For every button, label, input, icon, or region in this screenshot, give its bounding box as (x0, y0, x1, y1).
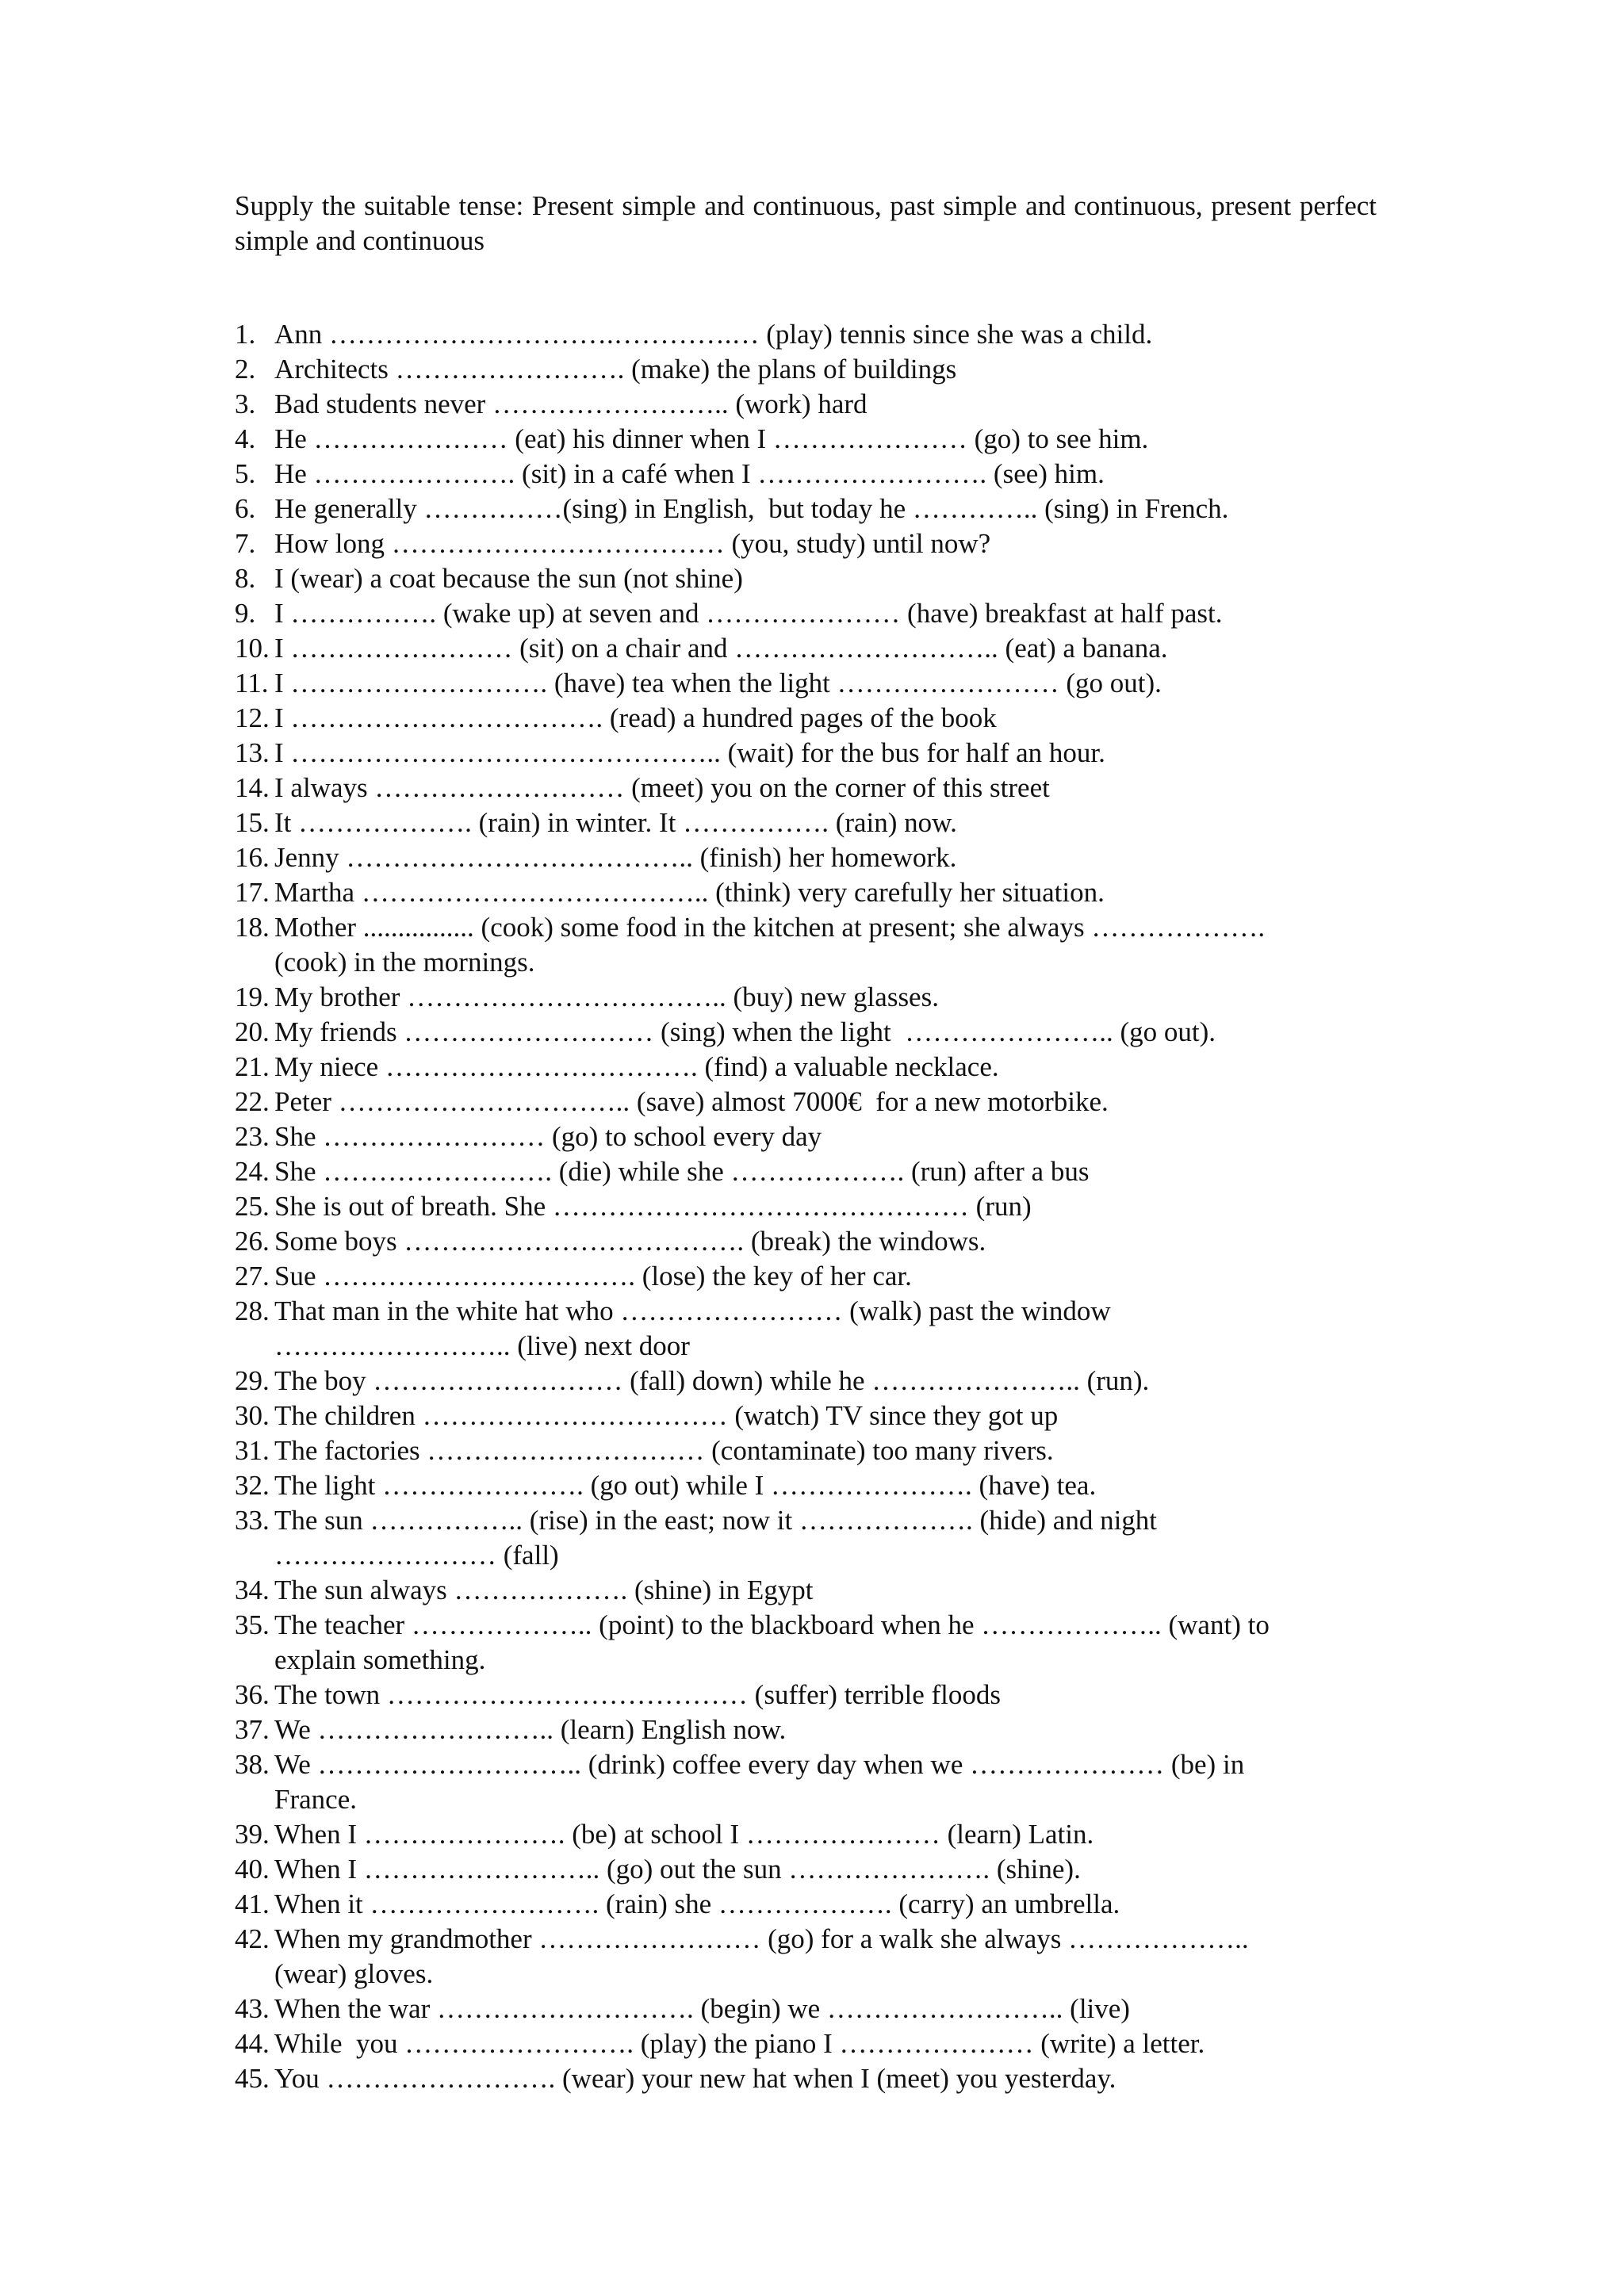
exercise-number: 37. (235, 1714, 270, 1745)
exercise-text: We ……………………….. (drink) coffee every day when we ………………… (be) in France. (274, 1749, 1245, 1815)
exercise-text: The sun always ………………. (shine) in Egypt (274, 1575, 814, 1605)
exercise-item (235, 317, 1392, 352)
exercise-item (235, 1573, 1392, 1608)
exercise-item (235, 526, 1392, 561)
exercise-item (235, 422, 1392, 457)
exercise-number: 14. (235, 772, 270, 803)
exercise-text: When my grandmother …………………… (go) for a walk she always ……………….. (wear) gloves. (274, 1923, 1249, 1989)
exercise-number: 16. (235, 842, 270, 873)
exercise-item (235, 1085, 1392, 1119)
exercise-item (235, 980, 1392, 1015)
exercise-number: 13. (235, 737, 270, 768)
exercise-item (235, 1050, 1392, 1085)
exercise-number: 18. (235, 912, 270, 943)
exercise-text: While you ……………………. (play) the piano I ………………… (write) a letter. (274, 2028, 1205, 2059)
instructions: Supply the suitable tense: Present simple and continuous, past simple and continuous, present perfect simple and continuous (235, 190, 1377, 256)
exercise-text: When the war ………………………. (begin) we …………………….. (live) (274, 1993, 1130, 2024)
exercise-text: The town ………………………………… (suffer) terrible floods (274, 1679, 1002, 1710)
exercise-item (235, 1119, 1392, 1154)
exercise-number: 12. (235, 702, 270, 733)
exercise-text: The light …………………. (go out) while I …………………. (have) tea. (274, 1470, 1097, 1501)
exercise-item (235, 561, 1392, 596)
exercise-text: The boy ……………………… (fall) down) while he ………………….. (run). (274, 1365, 1150, 1396)
exercise-number: 22. (235, 1086, 270, 1117)
exercise-number: 19. (235, 982, 270, 1012)
exercise-item (235, 736, 1392, 771)
exercise-number: 25. (235, 1191, 270, 1222)
exercise-number: 10. (235, 633, 270, 664)
exercise-text: She …………………… (go) to school every day (274, 1121, 822, 1152)
exercise-item (235, 1992, 1392, 2026)
exercise-text: Sue ……………………………. (lose) the key of her car. (274, 1261, 912, 1292)
exercise-text: I (wear) a coat because the sun (not shine) (274, 563, 743, 594)
exercise-item (235, 910, 1392, 980)
exercise-item (235, 1817, 1392, 1852)
exercise-item (235, 666, 1392, 701)
exercise-number: 5. (235, 458, 256, 489)
exercise-text: It ………………. (rain) in winter. It ……………. (rain) now. (274, 807, 957, 838)
exercise-number: 44. (235, 2028, 270, 2059)
exercise-number: 26. (235, 1226, 270, 1257)
exercise-item (235, 1468, 1392, 1503)
exercise-text: He …………………. (sit) in a café when I ……………………. (see) him. (274, 458, 1105, 489)
exercise-text: She ……………………. (die) while she ………………. (run) after a bus (274, 1156, 1090, 1187)
exercise-item (235, 1922, 1392, 1992)
exercise-number: 31. (235, 1435, 270, 1466)
exercise-text: I ……………………………. (read) a hundred pages of the book (274, 702, 997, 733)
exercise-number: 38. (235, 1749, 270, 1780)
exercise-text: You ……………………. (wear) your new hat when I (meet) you yesterday. (274, 2063, 1116, 2094)
exercise-number: 29. (235, 1365, 270, 1396)
exercise-number: 15. (235, 807, 270, 838)
exercise-text: When I …………………. (be) at school I ………………… (learn) Latin. (274, 1819, 1094, 1850)
exercise-number: 9. (235, 598, 256, 629)
exercise-text: He generally ……………(sing) in English, but today he ………….. (sing) in French. (274, 493, 1229, 524)
exercise-item (235, 1294, 1392, 1364)
exercise-item (235, 1887, 1392, 1922)
exercise-item (235, 1015, 1392, 1050)
exercise-text: We …………………….. (learn) English now. (274, 1714, 787, 1745)
exercise-text: I …………………… (sit) on a chair and ……………………….. (eat) a banana. (274, 633, 1168, 664)
exercise-text: The children …………………………… (watch) TV since they got up (274, 1400, 1059, 1431)
exercise-number: 45. (235, 2063, 270, 2094)
exercise-item (235, 875, 1392, 910)
exercise-item (235, 701, 1392, 736)
exercise-item (235, 771, 1392, 806)
exercise-text: Some boys ………………………………. (break) the windows. (274, 1226, 986, 1257)
exercise-text: My brother …………………………….. (buy) new glasses. (274, 982, 939, 1012)
exercise-number: 39. (235, 1819, 270, 1850)
exercise-text: I ……………………………………….. (wait) for the bus for half an hour. (274, 737, 1105, 768)
exercise-text: Peter ………………………….. (save) almost 7000€ for a new motorbike. (274, 1086, 1109, 1117)
exercise-item (235, 2061, 1392, 2096)
exercise-item (235, 1364, 1392, 1399)
exercise-number: 40. (235, 1854, 270, 1885)
exercise-item (235, 387, 1392, 422)
exercise-number: 3. (235, 388, 256, 419)
exercise-number: 28. (235, 1295, 270, 1326)
exercise-item (235, 1259, 1392, 1294)
exercise-number: 7. (235, 528, 256, 559)
exercise-number: 43. (235, 1993, 270, 2024)
exercise-text: Martha ……………………………….. (think) very carefully her situation. (274, 877, 1105, 908)
exercise-item (235, 806, 1392, 840)
exercise-item (235, 352, 1392, 387)
exercise-text: The factories ………………………… (contaminate) too many rivers. (274, 1435, 1054, 1466)
exercise-text: She is out of breath. She ……………………………………… (run) (274, 1191, 1032, 1222)
exercise-item (235, 1712, 1392, 1747)
exercise-text: That man in the white hat who …………………… (walk) past the window …………………….. (live) next door (274, 1295, 1111, 1361)
exercise-number: 8. (235, 563, 256, 594)
exercise-number: 17. (235, 877, 270, 908)
exercise-list (235, 317, 1392, 2096)
exercise-number: 21. (235, 1051, 270, 1082)
exercise-text: The sun …………….. (rise) in the east; now it ………………. (hide) and night …………………… (fall) (274, 1505, 1158, 1571)
exercise-text: My friends ……………………… (sing) when the light ………………….. (go out). (274, 1016, 1216, 1047)
exercise-number: 36. (235, 1679, 270, 1710)
exercise-item (235, 1503, 1392, 1573)
exercise-number: 20. (235, 1016, 270, 1047)
exercise-item (235, 1852, 1392, 1887)
exercise-item (235, 457, 1392, 492)
exercise-item (235, 1608, 1392, 1678)
exercise-text: I ……………. (wake up) at seven and ………………… (have) breakfast at half past. (274, 598, 1223, 629)
exercise-number: 1. (235, 319, 256, 350)
exercise-item (235, 840, 1392, 875)
exercise-number: 27. (235, 1261, 270, 1292)
exercise-item (235, 1189, 1392, 1224)
exercise-text: When it ……………………. (rain) she ………………. (carry) an umbrella. (274, 1888, 1120, 1919)
exercise-text: Ann ………………………….………….… (play) tennis since she was a child. (274, 319, 1153, 350)
exercise-text: Mother ................ (cook) some food in the kitchen at present; she always ………………. (cook) in the mornings. (274, 912, 1266, 978)
exercise-text: My niece ……………………………. (find) a valuable necklace. (274, 1051, 999, 1082)
exercise-text: Architects ……………………. (make) the plans of buildings (274, 354, 957, 385)
exercise-item (235, 2026, 1392, 2061)
exercise-number: 2. (235, 354, 256, 385)
exercise-item (235, 1399, 1392, 1433)
exercise-item (235, 1224, 1392, 1259)
exercise-item (235, 1678, 1392, 1712)
exercise-item (235, 492, 1392, 526)
exercise-number: 11. (235, 668, 269, 698)
exercise-number: 35. (235, 1609, 270, 1640)
exercise-item (235, 631, 1392, 666)
exercise-text: He ………………… (eat) his dinner when I ………………… (go) to see him. (274, 423, 1149, 454)
exercise-number: 42. (235, 1923, 270, 1954)
exercise-number: 6. (235, 493, 256, 524)
exercise-number: 4. (235, 423, 256, 454)
exercise-text: I ………………………. (have) tea when the light …………………… (go out). (274, 668, 1162, 698)
exercise-text: The teacher ……………….. (point) to the blackboard when he ……………….. (want) to explain something. (274, 1609, 1270, 1675)
exercise-text: Bad students never …………………….. (work) hard (274, 388, 868, 419)
exercise-item (235, 1433, 1392, 1468)
exercise-number: 41. (235, 1888, 270, 1919)
exercise-text: When I …………………….. (go) out the sun …………………. (shine). (274, 1854, 1081, 1885)
exercise-text: Jenny ……………………………….. (finish) her homework. (274, 842, 957, 873)
exercise-number: 23. (235, 1121, 270, 1152)
exercise-number: 24. (235, 1156, 270, 1187)
exercise-item (235, 1747, 1392, 1817)
exercise-item (235, 596, 1392, 631)
exercise-text: I always ……………………… (meet) you on the corner of this street (274, 772, 1050, 803)
exercise-number: 30. (235, 1400, 270, 1431)
exercise-text: How long ……………………………… (you, study) until now? (274, 528, 991, 559)
exercise-number: 32. (235, 1470, 270, 1501)
exercise-number: 33. (235, 1505, 270, 1536)
exercise-item (235, 1154, 1392, 1189)
exercise-number: 34. (235, 1575, 270, 1605)
